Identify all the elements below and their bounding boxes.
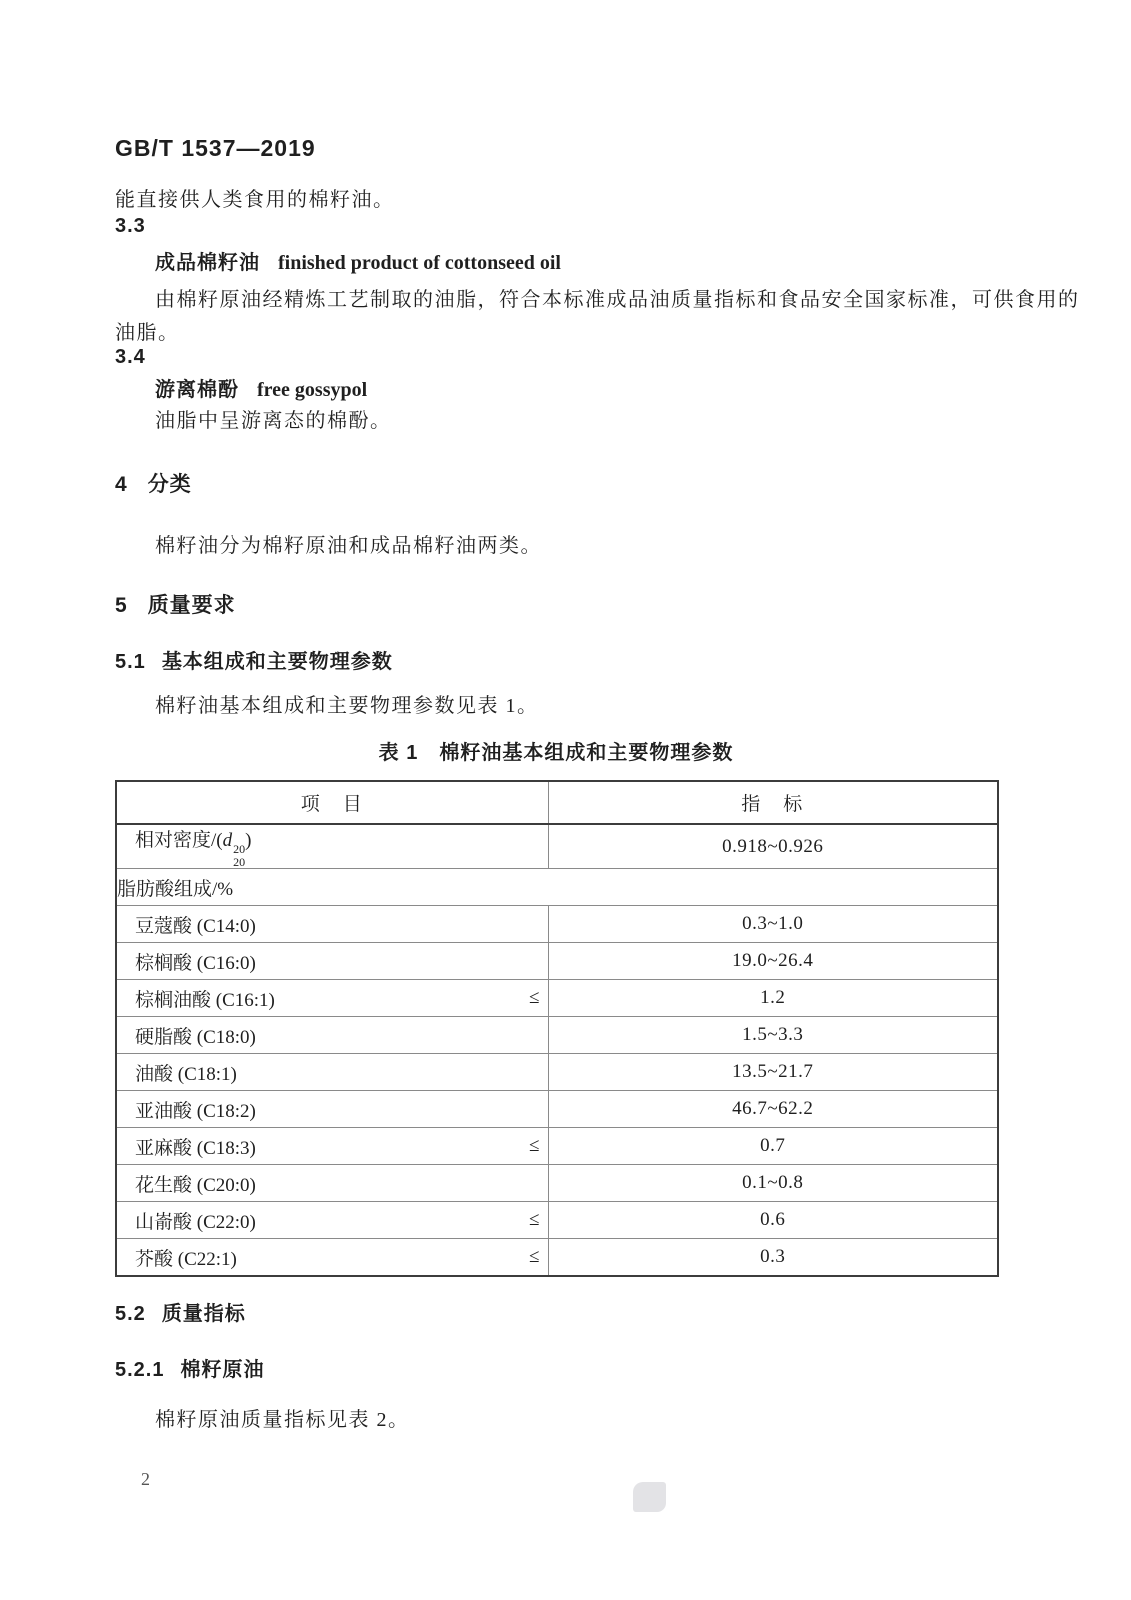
- item-label-cell: [116, 943, 548, 980]
- item-operator: ≤: [529, 987, 540, 1009]
- item-value: 0.3~1.0: [548, 906, 998, 943]
- table-row: [116, 980, 998, 1017]
- table-row: [116, 1165, 998, 1202]
- item-label: 山嵛酸 (C22:0): [135, 1211, 256, 1233]
- item-value: 0.3: [548, 1239, 998, 1277]
- item-value: 0.6: [548, 1202, 998, 1239]
- section-number: 5.2.1: [115, 1359, 165, 1381]
- table-header-item: 项 目: [116, 781, 548, 824]
- item-value: 0.1~0.8: [548, 1165, 998, 1202]
- item-label: 亚油酸 (C18:2): [135, 1100, 256, 1122]
- density-sup-sub: 20 20: [233, 842, 246, 869]
- term-en: finished product of cottonseed oil: [278, 252, 561, 274]
- item-label: 硬脂酸 (C18:0): [135, 1026, 256, 1048]
- section-5-2-1-body: 棉籽原油质量指标见表 2。: [155, 1409, 410, 1431]
- section-5-2-heading: [115, 1297, 246, 1326]
- section-5-1-body: 棉籽油基本组成和主要物理参数见表 1。: [155, 695, 539, 717]
- item-value: 1.5~3.3: [548, 1017, 998, 1054]
- table-row: [116, 1017, 998, 1054]
- section-title: 基本组成和主要物理参数: [161, 651, 393, 673]
- section-title: 质量指标: [161, 1303, 246, 1325]
- section-number: 5.2: [115, 1303, 146, 1325]
- section-3-3-term: [155, 246, 561, 275]
- item-label: 亚麻酸 (C18:3): [135, 1137, 256, 1159]
- section-3-3-body-line2: 油脂。: [115, 322, 180, 344]
- item-label: 豆蔻酸 (C14:0): [135, 915, 256, 937]
- item-label-cell: [116, 1017, 548, 1054]
- density-label-cell: [116, 824, 548, 869]
- item-label-cell: [116, 1054, 548, 1091]
- section-number: 5: [115, 594, 128, 617]
- table-row: [116, 1202, 998, 1239]
- item-label-cell: [116, 1239, 548, 1277]
- item-label: 花生酸 (C20:0): [135, 1174, 256, 1196]
- section-5-heading: [115, 589, 236, 619]
- standard-code-header: GB/T 1537—2019: [115, 135, 316, 161]
- section-3-4-body: 油脂中呈游离态的棉酚。: [155, 410, 392, 432]
- group-label: 脂肪酸组成/%: [116, 869, 998, 906]
- section-title: 棉籽原油: [180, 1359, 265, 1381]
- item-value: 1.2: [548, 980, 998, 1017]
- scan-artifact-chip: [633, 1482, 666, 1512]
- section-title: 质量要求: [147, 594, 236, 617]
- section-4-heading: [115, 468, 192, 498]
- table-row: [116, 1091, 998, 1128]
- section-3-4-number: 3.4: [115, 346, 146, 368]
- table-header-index: 指 标: [548, 781, 998, 824]
- section-number: 5.1: [115, 651, 146, 673]
- table-row: [116, 943, 998, 980]
- term-en: free gossypol: [257, 379, 368, 401]
- page-number: 2: [141, 1469, 150, 1489]
- table-row: [116, 1239, 998, 1277]
- item-value: 13.5~21.7: [548, 1054, 998, 1091]
- density-label: 相对密度/(d 20 20 ): [135, 830, 252, 869]
- table-row-density: [116, 824, 998, 869]
- section-3-3-number: 3.3: [115, 215, 146, 237]
- section-title: 分类: [147, 473, 192, 496]
- table-row: [116, 1054, 998, 1091]
- term-zh: 成品棉籽油: [155, 252, 260, 274]
- item-label: 棕榈酸 (C16:0): [135, 952, 256, 974]
- item-label-cell: [116, 1091, 548, 1128]
- section-5-1-heading: [115, 645, 393, 674]
- table-row-group: [116, 869, 998, 906]
- density-symbol: d: [222, 830, 233, 851]
- table-header-row: [116, 781, 998, 824]
- section-number: 4: [115, 473, 128, 496]
- table-row: [116, 906, 998, 943]
- item-operator: ≤: [529, 1209, 540, 1231]
- table-1-caption: 表 1 棉籽油基本组成和主要物理参数: [378, 742, 734, 764]
- table-row: [116, 1128, 998, 1165]
- intro-line: 能直接供人类食用的棉籽油。: [115, 189, 395, 211]
- item-label-cell: [116, 1165, 548, 1202]
- section-3-3-body-line1: 由棉籽原油经精炼工艺制取的油脂，符合本标准成品油质量指标和食品安全国家标准，可供食用的: [155, 289, 1080, 311]
- item-value: 19.0~26.4: [548, 943, 998, 980]
- table-1: [115, 780, 999, 1277]
- item-label-cell: [116, 1128, 548, 1165]
- item-label: 油酸 (C18:1): [135, 1063, 237, 1085]
- item-label-cell: [116, 1202, 548, 1239]
- item-label: 棕榈油酸 (C16:1): [135, 989, 275, 1011]
- item-label-cell: [116, 980, 548, 1017]
- item-operator: ≤: [529, 1246, 540, 1268]
- item-label-cell: [116, 906, 548, 943]
- term-zh: 游离棉酚: [155, 379, 239, 401]
- section-3-4-term: [155, 373, 367, 402]
- item-value: 0.7: [548, 1128, 998, 1165]
- section-4-body: 棉籽油分为棉籽原油和成品棉籽油两类。: [155, 535, 542, 557]
- item-value: 46.7~62.2: [548, 1091, 998, 1128]
- section-5-2-1-heading: [115, 1353, 264, 1382]
- item-operator: ≤: [529, 1135, 540, 1157]
- density-value: 0.918~0.926: [548, 824, 998, 869]
- item-label: 芥酸 (C22:1): [135, 1248, 237, 1270]
